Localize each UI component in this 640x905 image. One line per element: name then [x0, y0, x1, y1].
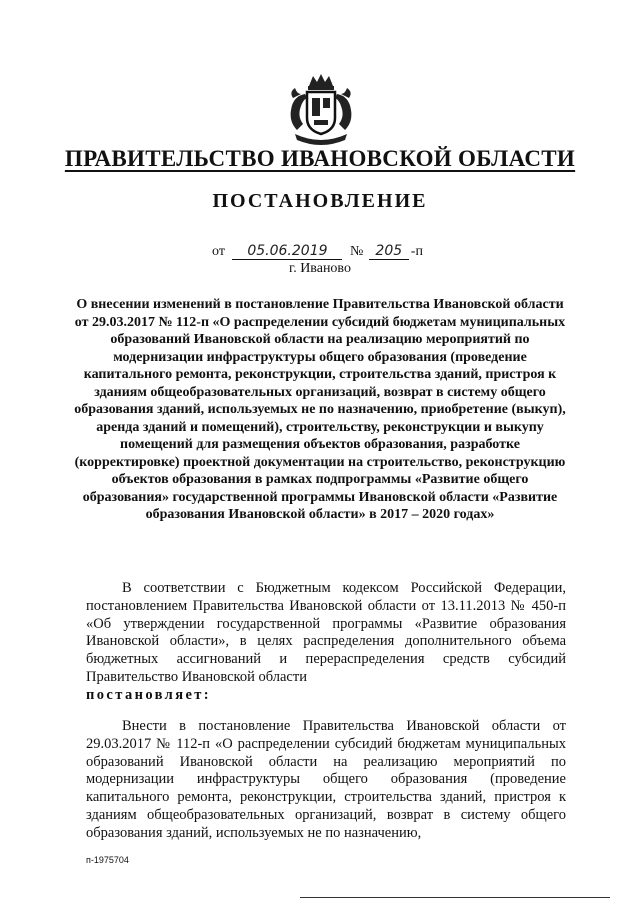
- body-paragraph-2: [86, 718, 566, 843]
- document-type-title: ПОСТАНОВЛЕНИЕ: [212, 190, 428, 212]
- amendment-text: Внести в постановление Правительства Ивановской области от 29.03.2017 № 112-п «О распределении субсидий бюджетам муниципальных образований Ивановской области на реализацию мероприятий по модернизации инфраструктуры общего образования (проведение капитального ремонта, реконструкции, строительства зданий, пристроя к зданиям общеобразовательных организаций, возврат в систему общего образования зданий, используемых не по назначению,: [86, 718, 566, 841]
- preamble-text: В соответствии с Бюджетным кодексом Российской Федерации, постановлением Правительства Ивановской области от 13.11.2013 № 450-п «Об утверждении государственной программы «Развитие образования Ивановской области», в целях распределения дополнительного объема бюджетных ассигнований и перераспределения средств субсидий Правительство Ивановской области: [86, 580, 566, 685]
- from-label: от: [212, 244, 225, 259]
- document-date: 05.06.2019: [232, 243, 342, 260]
- footer-divider: [300, 897, 610, 898]
- city: г. Иваново: [289, 261, 351, 276]
- document-code: п-1975704: [86, 855, 129, 865]
- government-title: ПРАВИТЕЛЬСТВО ИВАНОВСКОЙ ОБЛАСТИ: [64, 146, 576, 171]
- document-number: 205: [369, 243, 409, 260]
- document-date-number: [212, 243, 423, 260]
- document-subject: О внесении изменений в постановление Правительства Ивановской области от 29.03.2017 № 112-п «О распределении субсидий бюджетам муниципальных образований Ивановской области на реализацию мероприятий по модернизации инфраструктуры общего образования (проведение капитального ремонта, реконструкции, строительства зданий, пристроя к зданиям общеобразовательных организаций, возврат в систему общего образования зданий, используемых не по назначению, приобретение (выкуп), аренда зданий и помещений), строительству, реконструкции и выкупу помещений для размещения объектов образования, разработке (корректировке) проектной документации на строительство, реконструкцию объектов образования в рамках подпрограммы «Развитие общего образования» государственной программы Ивановской области «Развитие образования Ивановской области» в 2017 – 2020 годах»: [74, 297, 566, 522]
- number-label: №: [349, 244, 364, 259]
- coat-of-arms-icon: [283, 72, 359, 146]
- resolves-word: постановляет:: [86, 686, 212, 703]
- body-paragraph-1: [86, 580, 566, 705]
- number-suffix: -п: [410, 244, 423, 259]
